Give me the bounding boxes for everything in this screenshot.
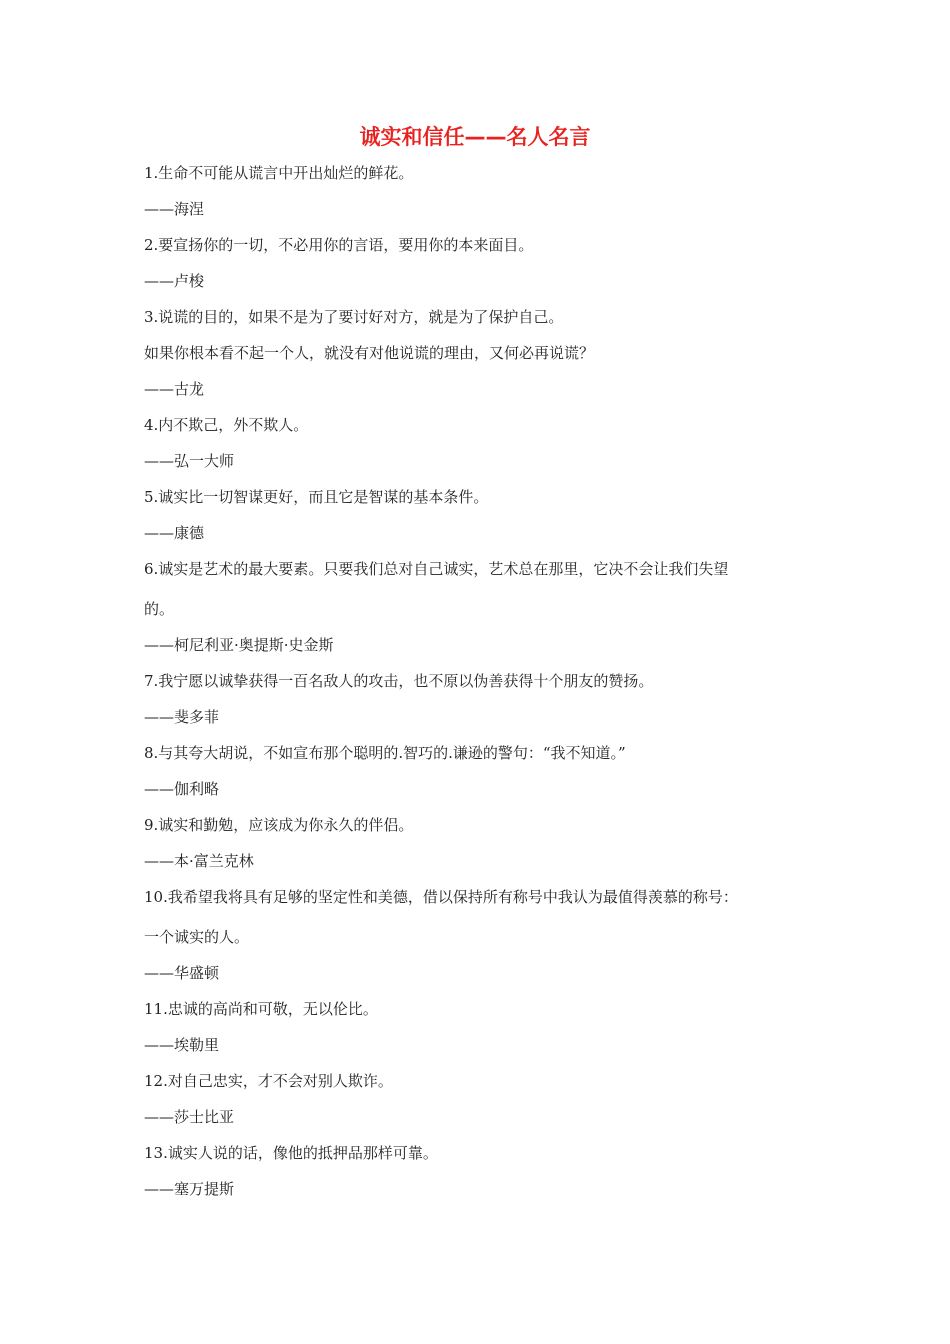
quote-9-author: ——本·富兰克林 [144, 852, 254, 870]
quote-5-text: 5.诚实比一切智谋更好，而且它是智谋的基本条件。 [144, 488, 489, 506]
quote-5-author: ——康德 [144, 524, 205, 542]
quote-3-text: 3.说谎的目的，如果不是为了要讨好对方，就是为了保护自己。 [144, 308, 564, 326]
quote-4-text: 4.内不欺己，外不欺人。 [144, 416, 309, 434]
quote-9-text: 9.诚实和勤勉，应该成为你永久的伴侣。 [144, 816, 414, 834]
quote-7-author: ——斐多菲 [144, 708, 220, 726]
quote-6-author: ——柯尼利亚·奥提斯·史金斯 [144, 636, 334, 654]
quote-6-text: 6.诚实是艺术的最大要素。只要我们总对自己诚实，艺术总在那里，它决不会让我们失望 [144, 560, 729, 578]
quote-11-author: ——埃勒里 [144, 1036, 220, 1054]
quote-8-author: ——伽利略 [144, 780, 220, 798]
quote-12-author: ——莎士比亚 [144, 1108, 235, 1126]
quote-10-text: 10.我希望我将具有足够的坚定性和美德，借以保持所有称号中我认为最值得羡慕的称号： [144, 888, 738, 906]
quote-3-author: ——古龙 [144, 380, 205, 398]
quote-8-text: 8.与其夸大胡说，不如宣布那个聪明的.智巧的.谦逊的警句：“我不知道。” [144, 744, 626, 762]
quote-6-text-continued: 的。 [144, 600, 175, 618]
quote-13-text: 13.诚实人说的话，像他的抵押品那样可靠。 [144, 1144, 438, 1162]
quote-7-text: 7.我宁愿以诚挚获得一百名敌人的攻击，也不原以伪善获得十个朋友的赞扬。 [144, 672, 654, 690]
quote-12-text: 12.对自己忠实，才不会对别人欺诈。 [144, 1072, 393, 1090]
quote-4-author: ——弘一大师 [144, 452, 235, 470]
quote-11-text: 11.忠诚的高尚和可敬，无以伦比。 [144, 1000, 378, 1018]
quote-10-text-continued: 一个诚实的人。 [144, 928, 250, 946]
quote-10-author: ——华盛顿 [144, 964, 220, 982]
quote-3-text-continued: 如果你根本看不起一个人，就没有对他说谎的理由，又何必再说谎？ [144, 344, 595, 362]
quote-1-text: 1.生命不可能从谎言中开出灿烂的鲜花。 [144, 164, 414, 182]
quote-2-author: ——卢梭 [144, 272, 205, 290]
quote-13-author: ——塞万提斯 [144, 1180, 235, 1198]
quote-1-author: ——海涅 [144, 200, 205, 218]
quote-2-text: 2.要宣扬你的一切，不必用你的言语，要用你的本来面目。 [144, 236, 534, 254]
document-title: 诚实和信任——名人名言 [359, 125, 591, 149]
